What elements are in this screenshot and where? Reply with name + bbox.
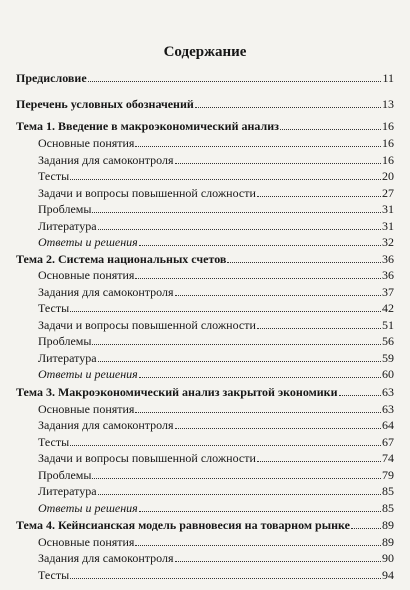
toc-section-heading [16,516,394,532]
toc-entry-label: Проблемы [38,334,92,348]
toc-entry-page-number: 51 [382,318,394,332]
dot-leader [88,81,382,82]
toc-entry-label: Литература [38,484,97,498]
toc-entry [38,533,394,549]
toc-section-heading [16,250,394,266]
toc-entry-label: Ответы и решения [38,501,138,515]
toc-entry-page-number: 27 [382,186,394,200]
toc-entry-label: Тесты [38,301,70,315]
toc-entry-page-number: 42 [382,301,394,315]
dot-leader [175,163,381,164]
toc-entry-page-number: 85 [382,501,394,515]
toc-entry-page-number: 11 [382,71,394,85]
toc-entry-label: Тесты [38,435,70,449]
dot-leader [70,179,381,180]
toc-entry [38,233,394,249]
dot-leader [339,395,381,396]
toc-entry [38,416,394,432]
dot-leader [70,445,381,446]
toc-entry-label: Основные понятия [38,268,135,282]
dot-leader [92,212,381,213]
toc-entry-page-number: 60 [382,367,394,381]
toc-entry-label: Предисловие [16,71,87,85]
toc-entry [38,400,394,416]
dot-leader [70,578,381,579]
toc-entry-page-number: 89 [382,535,394,549]
toc-section-heading [16,117,394,133]
toc-entry-label: Проблемы [38,202,92,216]
toc-entry [38,466,394,482]
toc-entry [38,365,394,381]
toc-entry-label: Задачи и вопросы повышенной сложности [38,186,256,200]
dot-leader [175,561,381,562]
toc-section-heading [16,383,394,399]
dot-leader [139,511,381,512]
toc-entry-page-number: 63 [382,385,394,399]
toc-entry-label: Задания для самоконтроля [38,551,174,565]
dot-leader [98,494,381,495]
dot-leader [92,344,381,345]
toc-entry [38,482,394,498]
toc-entry-label: Задания для самоконтроля [38,153,174,167]
dot-leader [92,478,381,479]
toc-section-heading [16,95,394,111]
toc-entry [38,283,394,299]
dot-leader [257,196,381,197]
toc-entry-label: Ответы и решения [38,235,138,249]
toc-entry [38,332,394,348]
toc-entry-label: Задачи и вопросы повышенной сложности [38,318,256,332]
toc-entry [38,316,394,332]
toc-entry-page-number: 85 [382,484,394,498]
toc-entry [38,499,394,515]
dot-leader [280,129,381,130]
dot-leader [135,412,381,413]
toc-entry-page-number: 74 [382,451,394,465]
dot-leader [135,278,381,279]
toc-entry-page-number: 36 [382,252,394,266]
toc-entry-page-number: 37 [382,285,394,299]
toc-section-heading [16,69,394,85]
toc-entry [38,200,394,216]
dot-leader [175,428,381,429]
dot-leader [227,262,381,263]
toc-entry-page-number: 31 [382,219,394,233]
toc-entry-page-number: 89 [382,518,394,532]
toc-entry-label: Тема 3. Макроэкономический анализ закрытой экономики [16,385,338,399]
toc-entry-label: Тесты [38,568,70,582]
toc-entry [38,566,394,582]
dot-leader [98,361,381,362]
toc-entry-page-number: 16 [382,153,394,167]
toc-entry-label: Тема 1. Введение в макроэкономический анализ [16,119,279,133]
dot-leader [139,245,381,246]
toc-entry-page-number: 56 [382,334,394,348]
toc-entry-page-number: 20 [382,169,394,183]
toc-entry-label: Перечень условных обозначений [16,97,194,111]
toc-entry-label: Ответы и решения [38,367,138,381]
toc-entry-label: Задачи и вопросы повышенной сложности [38,451,256,465]
toc-entry-page-number: 16 [382,119,394,133]
toc-entry-label: Тема 2. Система национальных счетов [16,252,227,266]
toc-entry [38,134,394,150]
page-title: Содержание [163,44,247,60]
toc-entry [38,349,394,365]
dot-leader [257,328,381,329]
dot-leader [135,146,381,147]
dot-leader [175,295,381,296]
toc-entry-label: Литература [38,351,97,365]
toc-entry [38,299,394,315]
dot-leader [257,461,381,462]
dot-leader [351,528,381,529]
toc-entry [38,217,394,233]
toc-entry-page-number: 63 [382,402,394,416]
toc-entry-page-number: 64 [382,418,394,432]
toc-entry-label: Тема 4. Кейнсианская модель равновесия на товарном рынке [16,518,350,532]
toc-entry-label: Проблемы [38,468,92,482]
toc-entry-page-number: 79 [382,468,394,482]
toc-entry-label: Задания для самоконтроля [38,418,174,432]
toc-entry-label: Тесты [38,169,70,183]
toc-entry-page-number: 36 [382,268,394,282]
toc-entry-page-number: 94 [382,568,394,582]
toc-entry-label: Основные понятия [38,535,135,549]
toc-entry-label: Основные понятия [38,402,135,416]
toc-entry [38,151,394,167]
dot-leader [135,545,381,546]
toc-entry [38,449,394,465]
toc-entry-page-number: 31 [382,202,394,216]
toc-entry [38,549,394,565]
dot-leader [98,229,381,230]
dot-leader [70,311,381,312]
toc-entry-label: Основные понятия [38,136,135,150]
toc-entry-page-number: 67 [382,435,394,449]
toc-entry-page-number: 59 [382,351,394,365]
toc-entry-label: Задания для самоконтроля [38,285,174,299]
toc-entry-page-number: 16 [382,136,394,150]
dot-leader [139,377,381,378]
toc-entry-page-number: 13 [382,97,394,111]
dot-leader [195,107,381,108]
toc-entry-label: Литература [38,219,97,233]
toc-entry-page-number: 32 [382,235,394,249]
toc-entry-page-number: 90 [382,551,394,565]
toc-entry [38,266,394,282]
toc-entry [38,184,394,200]
toc-entry [38,167,394,183]
toc-entry [38,433,394,449]
